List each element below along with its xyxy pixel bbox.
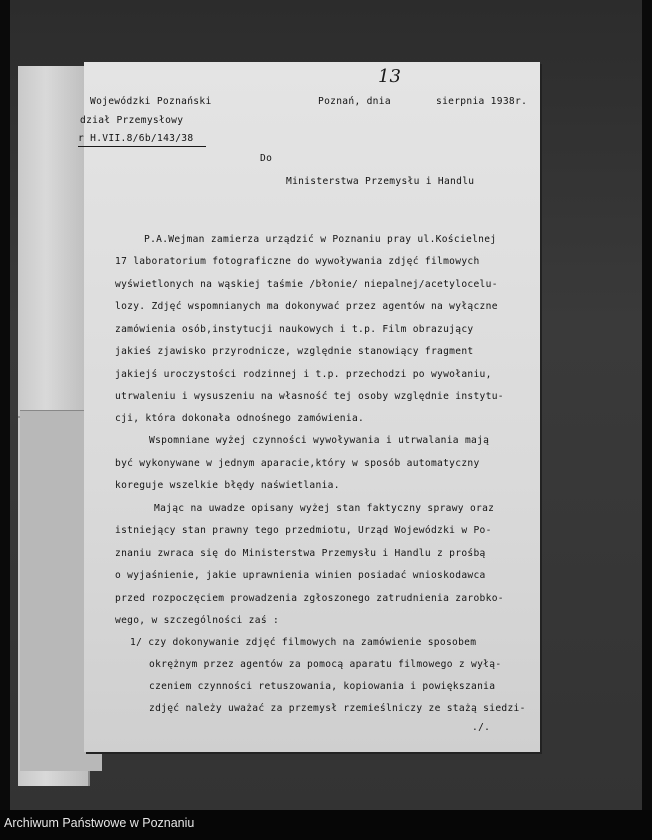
- body-line: Wspomniane wyżej czynności wywoływania i utrwalania mają: [149, 435, 490, 446]
- continuation-mark: ./.: [472, 722, 491, 733]
- body-line: 17 laboratorium fotograficzne do wywoływania zdjęć filmowych: [115, 256, 480, 267]
- body-line: przed rozpoczęciem prowadzenia zgłoszonego zatrudnienia zarobko-: [115, 593, 504, 604]
- body-line: lozy. Zdjęć wspomnianych ma dokonywać przez agentów na wyłączne: [115, 301, 498, 312]
- body-line: być wykonywane w jednym aparacie,który w sposób automatyczny: [115, 458, 480, 469]
- film-edge-left: [0, 0, 10, 810]
- body-line: utrwaleniu i wysuszeniu na własność tej osoby względnie instytu-: [115, 391, 504, 402]
- page-number: 13: [378, 66, 401, 87]
- document-page: [78, 62, 540, 752]
- body-line: wyświetlonych na wąskiej taśmie /błonie/ niepalnej/acetylocelu-: [115, 279, 498, 290]
- addressee-ministry: Ministerstwa Przemysłu i Handlu: [286, 176, 475, 187]
- body-line: koreguje wszelkie błędy naświetlania.: [115, 480, 340, 491]
- body-line: znaniu zwraca się do Ministerstwa Przemysłu i Handlu z prośbą: [115, 548, 486, 559]
- list-item-line: zdjęć należy uważać za przemysł rzemieślniczy ze stażą siedzi-: [149, 703, 526, 714]
- reference-underline: [78, 146, 206, 147]
- list-item-line: czeniem czynności retuszowania, kopiowania i powiększania: [149, 681, 496, 692]
- office-line-2: dział Przemysłowy: [80, 115, 184, 126]
- body-line: Mając na uwadze opisany wyżej stan faktyczny sprawy oraz: [154, 503, 495, 514]
- reference-number: r H.VII.8/6b/143/38: [78, 133, 194, 144]
- archive-caption: Archiwum Państwowe w Poznaniu: [4, 816, 195, 830]
- film-edge-right: [642, 0, 652, 810]
- body-line: wego, w szczególności zaś :: [115, 615, 280, 626]
- list-item-line: 1/ czy dokonywanie zdjęć filmowych na zamówienie sposobem: [130, 637, 477, 648]
- month-year: sierpnia 1938r.: [436, 96, 528, 107]
- office-line-1: Wojewódzki Poznański: [90, 96, 212, 107]
- body-line: jakieś zjawisko przyrodnicze, względnie stanowiący fragment: [115, 346, 474, 357]
- addressee-to: Do: [260, 153, 273, 164]
- place-date: Poznań, dnia: [318, 96, 391, 107]
- body-line: P.A.Wejman zamierza urządzić w Poznaniu pray ul.Kościelnej: [144, 234, 497, 245]
- body-line: cji, która dokonała odnośnego zamówienia.: [115, 413, 365, 424]
- body-line: jakiejś uroczystości rodzinnej i t.p. przechodzi po wywołaniu,: [115, 369, 492, 380]
- body-line: zamówienia osób,instytucji naukowych i t.p. Film obrazujący: [115, 324, 474, 335]
- body-line: istniejący stan prawny tego przedmiotu, Urząd Wojewódzki w Po-: [115, 525, 492, 536]
- list-item-line: okrężnym przez agentów za pomocą aparatu filmowego z wyłą-: [149, 659, 502, 670]
- body-line: o wyjaśnienie, jakie uprawnienia winien posiadać wnioskodawca: [115, 570, 486, 581]
